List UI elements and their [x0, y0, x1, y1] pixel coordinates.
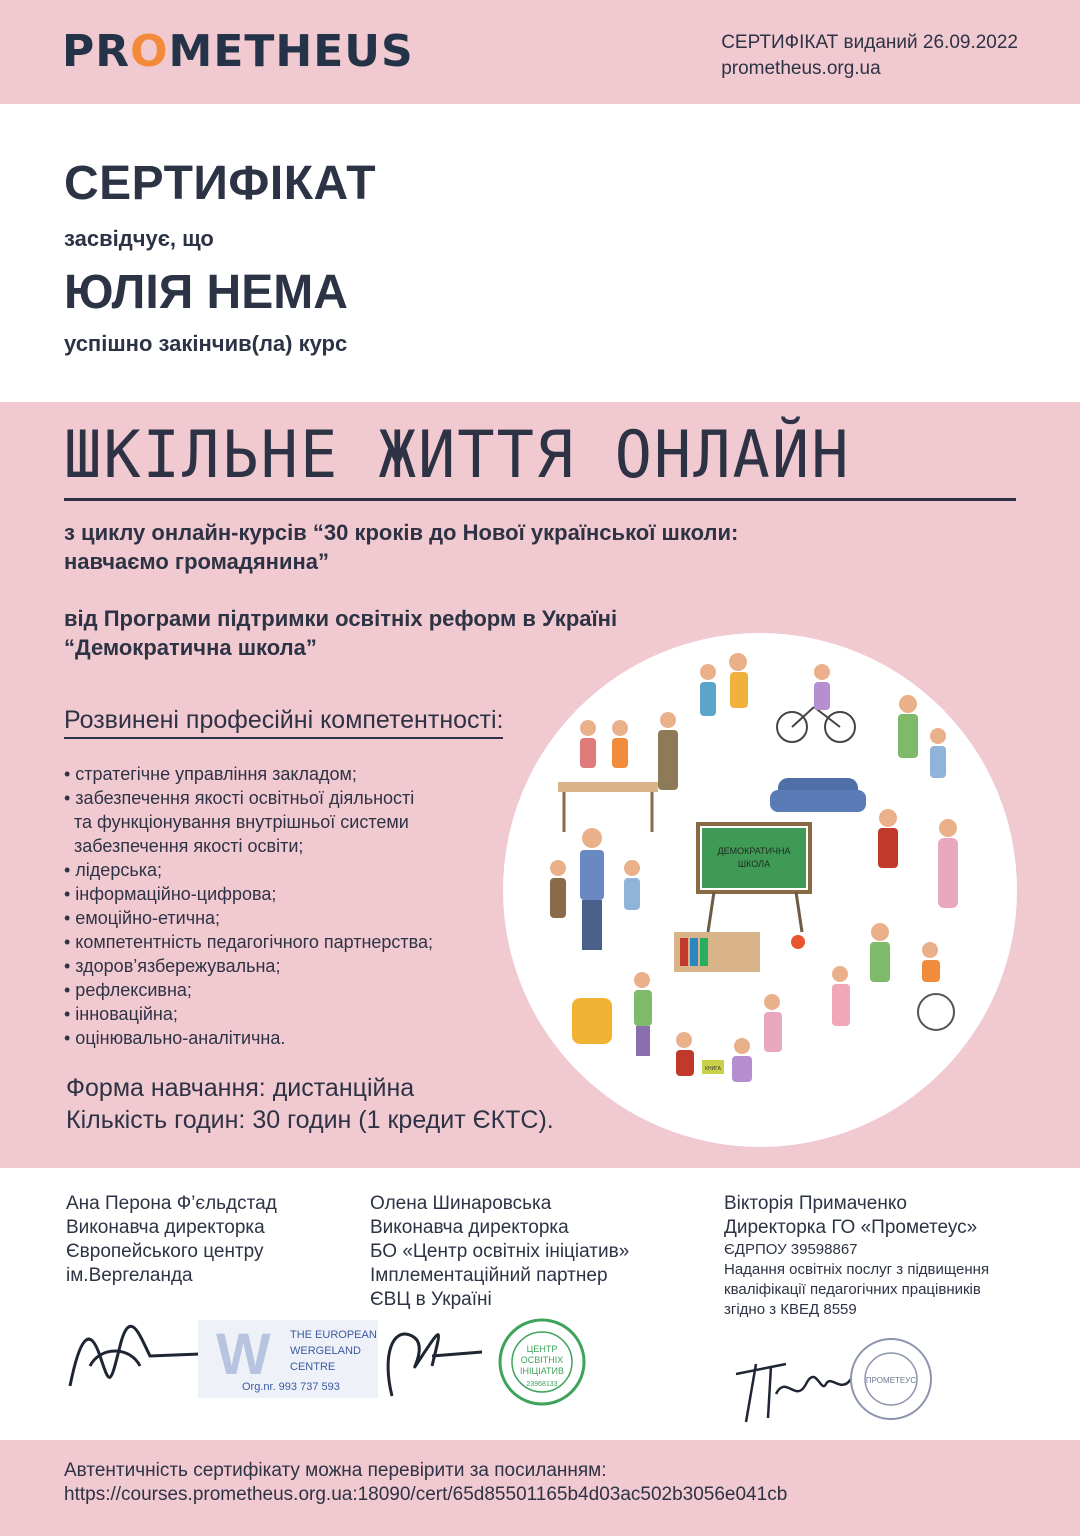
signatory-3-code: ЄДРПОУ 39598867: [724, 1241, 858, 1258]
laptop-icon: [702, 1060, 724, 1074]
stamp-text: ЦЕНТР: [526, 1344, 558, 1354]
stamp-text: Org.nr. 993 737 593: [242, 1381, 340, 1393]
series-line-2: навчаємо громадянина”: [64, 549, 330, 574]
competency-item: • здоров’язбережувальна;: [64, 956, 281, 976]
stamp-text: CENTRE: [290, 1361, 336, 1373]
person-icon: [729, 653, 748, 708]
prometheus-stamp: [848, 1336, 934, 1422]
person-icon: [612, 720, 628, 768]
logo-prefix: PR: [62, 26, 131, 77]
sofa-icon: [770, 778, 866, 812]
logo-bulb-o: O: [130, 26, 169, 77]
competencies-list: [64, 762, 433, 1050]
competency-item: та функціонування внутрішньої системи: [74, 812, 409, 832]
competency-item: • рефлексивна;: [64, 980, 192, 1000]
series-line-1: з циклу онлайн-курсів “30 кроків до Нової української школи:: [64, 520, 739, 545]
signatory-1: [66, 1192, 277, 1288]
person-icon: [550, 860, 566, 918]
verify-link[interactable]: https://courses.prometheus.org.ua:18090/cert/65d85501165b4d03ac502b3056e041cb: [64, 1484, 788, 1505]
signatory-3: [724, 1192, 989, 1320]
book-label: КНИГА: [705, 1066, 721, 1072]
signatory-3-note: кваліфікації педагогічних працівників: [724, 1281, 981, 1298]
signatory-2-line: ЄВЦ в Україні: [370, 1289, 492, 1310]
competency-item: • інформаційно-цифрова;: [64, 884, 277, 904]
person-icon: [658, 712, 678, 790]
certificate-intro: [0, 104, 1080, 402]
ball-icon: [791, 935, 805, 949]
competency-item: забезпечення якості освіти;: [74, 836, 304, 856]
issue-date-line: СЕРТИФІКАТ виданий 26.09.2022: [721, 32, 1018, 53]
board-text-2: ШКОЛА: [737, 859, 771, 869]
competency-item: • інноваційна;: [64, 1004, 178, 1024]
signatory-1-line: ім.Вергеланда: [66, 1265, 193, 1286]
signatory-1-name: Ана Перона Ф’єльдстад: [66, 1193, 277, 1214]
logo-suffix: METHEUS: [168, 26, 414, 77]
competency-item: • оцінювально-аналітична.: [64, 1028, 286, 1048]
stamp-text: WERGELAND: [290, 1345, 361, 1357]
certifies-text: засвідчує, що: [64, 226, 214, 251]
person-icon: [938, 819, 958, 908]
board-text-1: ДЕМОКРАТИЧНА: [717, 846, 791, 856]
competency-item: • забезпечення якості освітньої діяльності: [64, 788, 415, 808]
program-line-2: “Демократична школа”: [64, 635, 317, 660]
school-illustration: [502, 632, 1018, 1148]
program-line-1: від Програми підтримки освітніх реформ в Україні: [64, 606, 618, 631]
person-icon: [764, 994, 782, 1052]
signatory-3-note: згідно з КВЕД 8559: [724, 1301, 857, 1318]
competency-item: • стратегічне управління закладом;: [64, 764, 357, 784]
wergeland-stamp: [198, 1320, 378, 1398]
competency-item: • емоційно-етична;: [64, 908, 221, 928]
signature-1: [60, 1316, 210, 1400]
study-hours: Кількість годин: 30 годин (1 кредит ЄКТС).: [66, 1106, 554, 1134]
person-icon: [930, 728, 946, 778]
stamp-text: ОСВІТНІХ: [520, 1355, 564, 1365]
course-title-underline: [64, 498, 1016, 501]
svg-text:W: W: [216, 1322, 271, 1387]
signatory-1-line: Виконавча директорка: [66, 1217, 265, 1238]
person-icon: [580, 720, 596, 768]
course-title: ШКІЛЬНЕ ЖИТТЯ ОНЛАЙН: [64, 416, 851, 493]
prometheus-logo: [62, 26, 414, 77]
person-icon: [814, 664, 830, 710]
verify-label: Автентичність сертифікату можна перевірити за посиланням:: [64, 1460, 607, 1481]
issue-info: [721, 30, 1018, 82]
competencies-title: Розвинені професійні компетентності:: [64, 706, 503, 739]
signatory-2: [370, 1192, 629, 1312]
person-icon: [700, 664, 716, 716]
signatory-1-line: Європейського центру: [66, 1241, 264, 1262]
stamp-text: 23968133: [526, 1381, 558, 1388]
centre-stamp: [496, 1316, 588, 1408]
signatory-2-name: Олена Шинаровська: [370, 1193, 552, 1214]
competency-item: • компетентність педагогічного партнерства;: [64, 932, 434, 952]
stamp-text: ІНІЦІАТИВ: [520, 1366, 564, 1376]
person-icon: [898, 695, 918, 758]
person-icon: [832, 966, 850, 1026]
signatory-2-line: Виконавча директорка: [370, 1217, 569, 1238]
person-icon: [732, 1038, 752, 1082]
header-band: [0, 0, 1080, 104]
site-link[interactable]: prometheus.org.ua: [721, 58, 881, 79]
stamp-text: ПРОМЕТЕУС: [865, 1376, 917, 1385]
bookshelf-icon: [674, 932, 760, 972]
signatory-3-name: Вікторія Примаченко: [724, 1193, 907, 1214]
signature-2: [372, 1316, 492, 1400]
course-series: [64, 518, 738, 576]
certificate-title: СЕРТИФІКАТ: [64, 157, 377, 210]
recipient-name: ЮЛІЯ НЕМА: [64, 266, 348, 319]
signatory-3-title: Директорка ГО «Прометеус»: [724, 1217, 978, 1238]
person-icon: [624, 860, 640, 910]
signatory-2-line: БО «Центр освітніх ініціатив»: [370, 1241, 630, 1262]
completed-text: успішно закінчив(ла) курс: [64, 331, 348, 356]
person-icon: [676, 1032, 694, 1076]
signatory-2-line: Імплементаційний партнер: [370, 1265, 608, 1286]
study-form: Форма навчання: дистанційна: [66, 1074, 415, 1102]
person-icon: [870, 923, 890, 982]
armchair-icon: [572, 998, 612, 1044]
signatory-3-note: Надання освітніх послуг з підвищення: [724, 1261, 990, 1278]
signature-3: [726, 1344, 856, 1428]
person-icon: [878, 809, 898, 868]
competency-item: • лідерська;: [64, 860, 162, 880]
stamp-text: THE EUROPEAN: [290, 1329, 377, 1341]
